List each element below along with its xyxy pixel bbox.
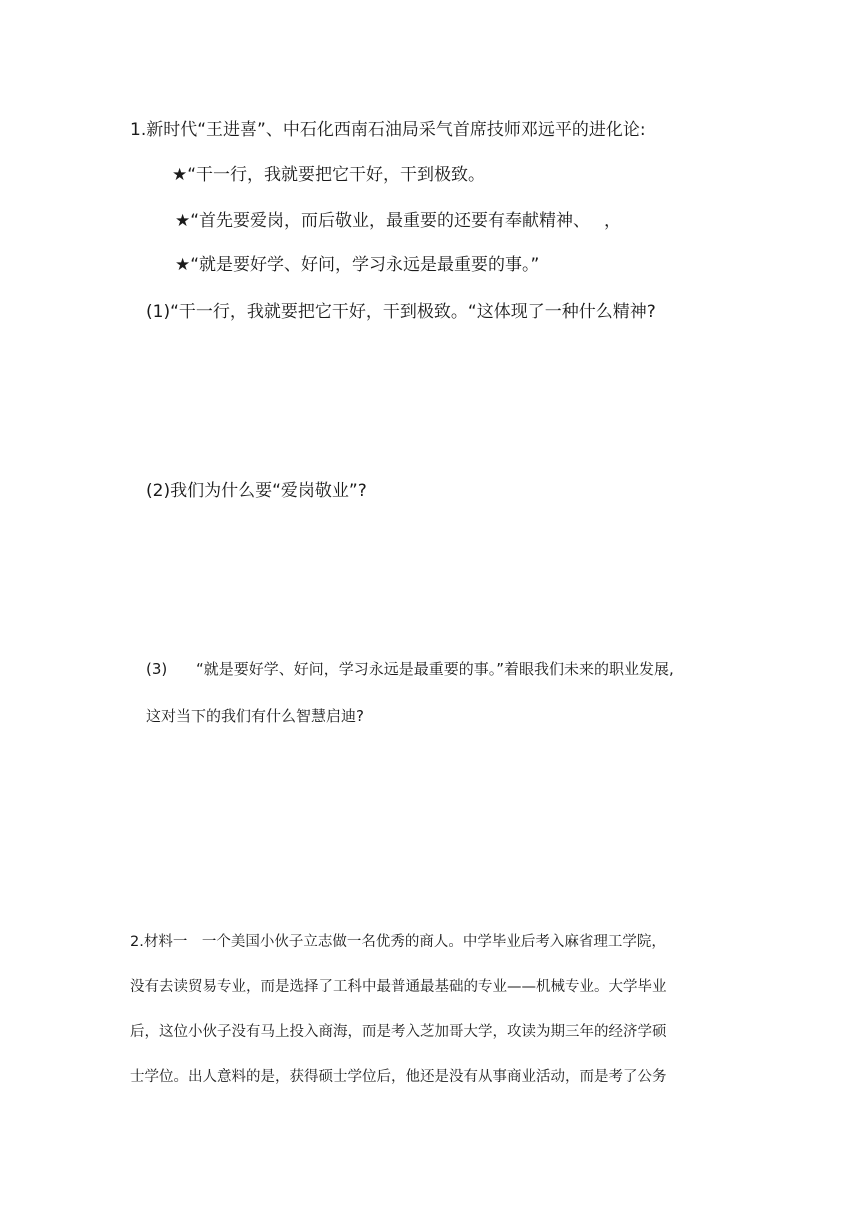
question-2-line-4: 士学位。出人意料的是，获得硕士学位后，他还是没有从事商业活动，而是考了公务 [130, 1069, 667, 1085]
question-2-line-1: 2.材料一 一个美国小伙子立志做一名优秀的商人。中学毕业后考入麻省理工学院， [130, 934, 666, 950]
sub-question-3-text: “就是要好学、好问，学习永远是最重要的事。”着眼我们未来的职业发展, [196, 660, 674, 678]
sub-question-3 [146, 658, 674, 679]
question-2-line-3: 后，这位小伙子没有马上投入商海，而是考入芝加哥大学，攻读为期三年的经济学硕 [130, 1024, 667, 1040]
sub-question-3-number: (3) [146, 660, 168, 678]
quote-1: ★“干一行，我就要把它干好，干到极致。 [172, 165, 486, 185]
sub-question-1: (1)“干一行，我就要把它干好，干到极致。“这体现了一种什么精神? [146, 302, 656, 322]
quote-2: ★“首先要爱岗，而后敬业，最重要的还要有奉献精神、 ， [175, 211, 621, 231]
quote-3: ★“就是要好学、好问，学习永远是最重要的事。” [175, 255, 540, 275]
question-1-title: 1.新时代“王进喜”、中石化西南石油局采气首席技师邓远平的进化论: [130, 120, 646, 140]
sub-question-2: (2)我们为什么要“爱岗敬业”? [146, 481, 367, 501]
question-2-line-2: 没有去读贸易专业，而是选择了工科中最普通最基础的专业——机械专业。大学毕业 [130, 979, 667, 995]
sub-question-3-line-2: 这对当下的我们有什么智慧启迪? [146, 707, 364, 725]
